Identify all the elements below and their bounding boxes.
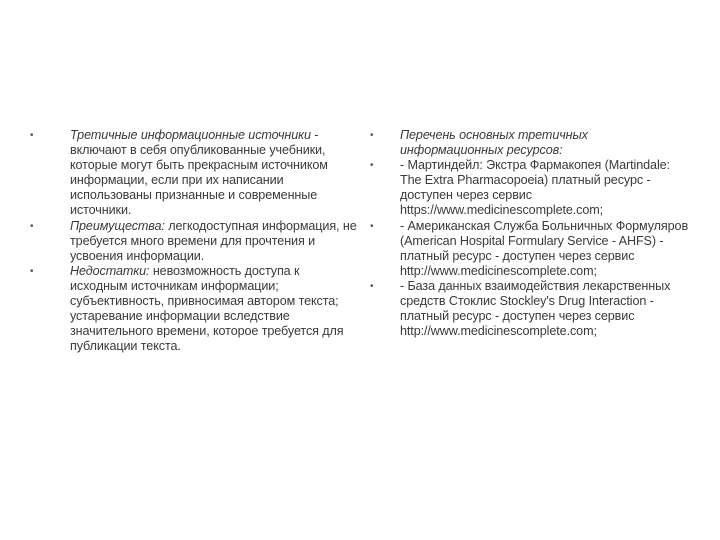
list-item-text (70, 219, 360, 264)
bullet-icon: • (370, 220, 374, 232)
left-column (30, 128, 360, 354)
resources-heading: Перечень основных третичных информационных ресурсов: (400, 128, 588, 158)
disadvantages-term: Недостатки: (70, 263, 150, 278)
bullet-icon: • (370, 280, 374, 292)
list-item (370, 219, 690, 279)
list-item-text (70, 264, 360, 355)
tertiary-sources-definition: - включают в себя опубликованные учебники, которые могут быть прекрасным источником информации, если при их написании использованы признанные и современные источники. (70, 128, 328, 218)
list-item-text (70, 128, 360, 219)
list-item (30, 128, 360, 219)
bullet-icon: • (30, 130, 34, 141)
list-item (30, 264, 360, 355)
bullet-icon: • (370, 130, 374, 141)
resource-ahfs: - Американская Служба Больничных Формуляров (American Hospital Formulary Service - AHFS) - платный ресурс - доступен через сервис http://www.medicinescomplete.com; (400, 218, 689, 278)
list-item (370, 128, 690, 158)
advantages-text: легкодоступная информация, не требуется много времени для прочтения и усвоения информации. (70, 218, 357, 263)
advantages-term: Преимущества: (70, 218, 165, 233)
right-column (370, 128, 690, 339)
tertiary-sources-term: Третичные информационные источники (70, 128, 311, 142)
right-bullet-list (370, 128, 690, 339)
disadvantages-text: невозможность доступа к исходным источникам информации; субъективность, привносимая автором текста; устаревание информации вследствие значительного времени, которое требуется для публикации текста. (70, 263, 344, 354)
resource-stockley: - База данных взаимодействия лекарственных средств Стоклис Stockley's Drug Interaction - платный ресурс - доступен через сервис http://www.medicinescomplete.com; (400, 278, 671, 339)
resource-martindale: - Мартиндейл: Экстра Фармакопея (Martindale: The Extra Pharmacopoeia) платный ресурс - доступен через сервис https://www.medicinescomplete.com; (400, 158, 670, 218)
list-item (30, 219, 360, 264)
list-item (370, 158, 690, 218)
bullet-icon: • (370, 160, 374, 172)
bullet-icon: • (30, 220, 34, 232)
list-item (370, 279, 690, 339)
bullet-icon: • (30, 265, 34, 277)
left-bullet-list (30, 128, 360, 354)
